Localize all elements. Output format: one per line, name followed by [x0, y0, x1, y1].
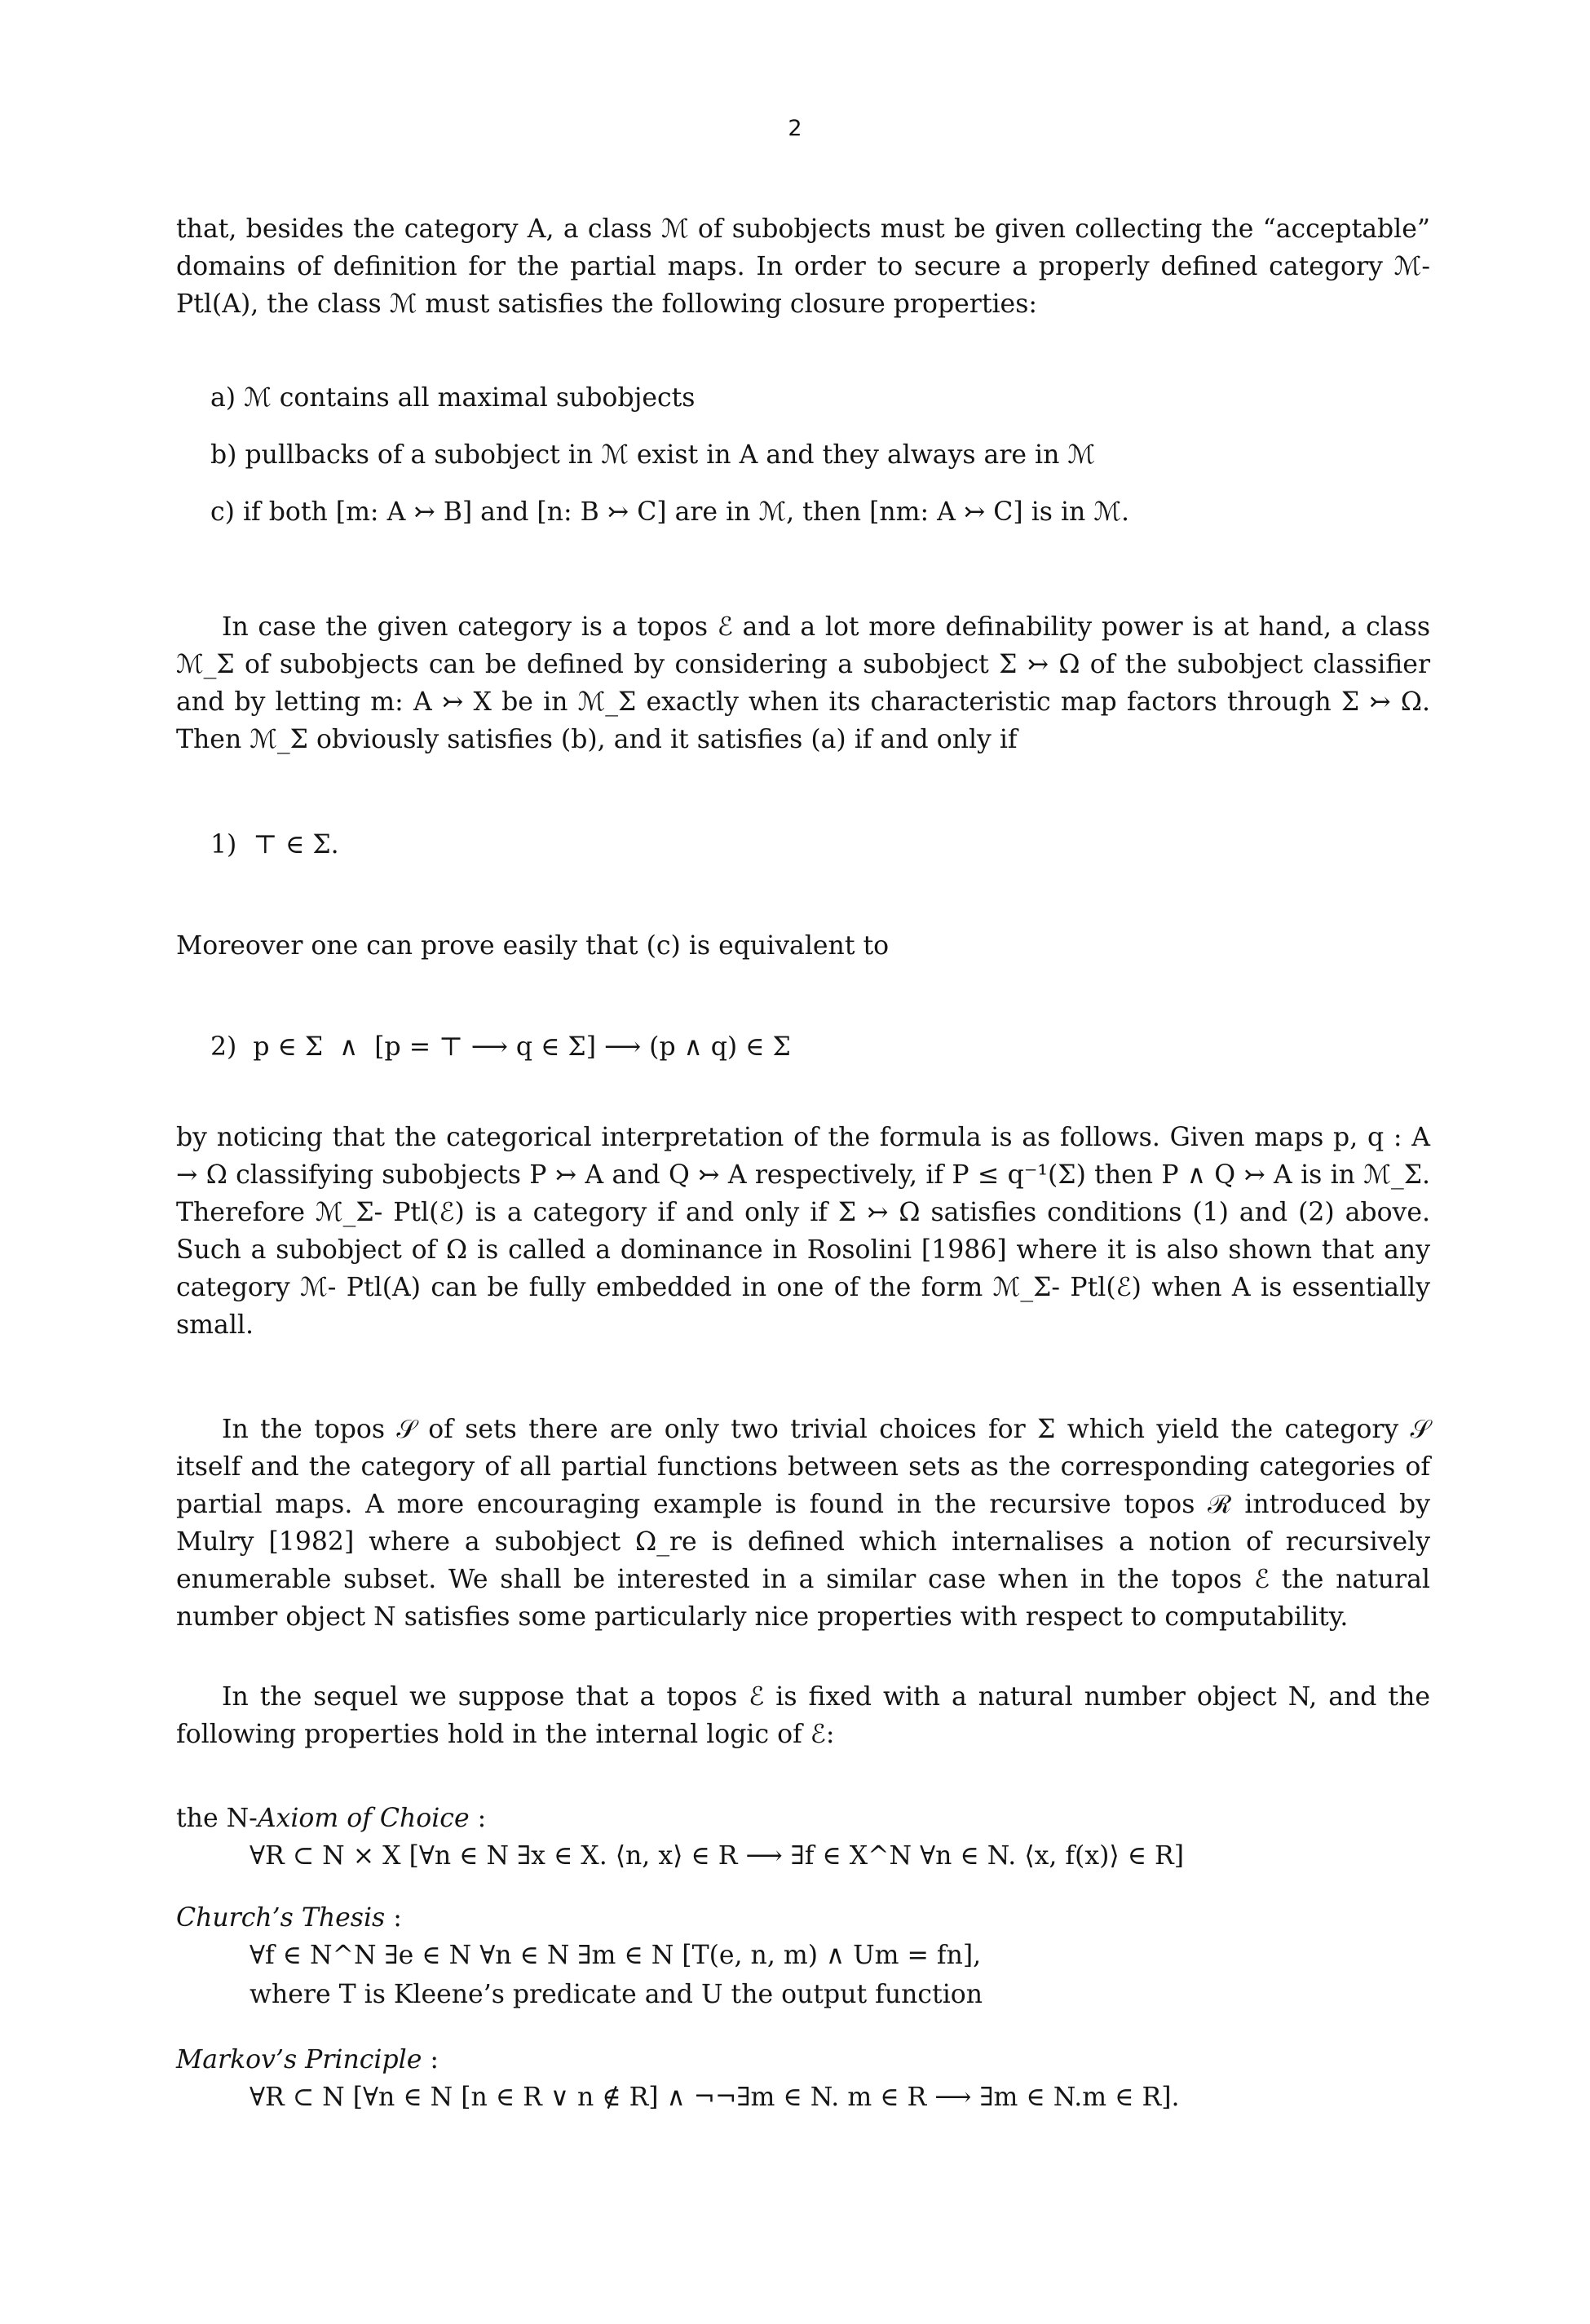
axiom-of-choice-formula: ∀R ⊂ N × X [∀n ∈ N ∃x ∈ X. ⟨n, x⟩ ∈ R ⟶ ∃f ∈ X^N ∀n ∈ N. ⟨x, f(x)⟩ ∈ R]: [250, 1841, 1185, 1871]
condition-2: 2) p ∈ Σ ∧ [p = ⊤ ⟶ q ∈ Σ] ⟶ (p ∧ q) ∈ Σ: [210, 1032, 791, 1062]
axiom-prefix: the N-: [176, 1804, 258, 1833]
church-formula: ∀f ∈ N^N ∃e ∈ N ∀n ∈ N ∃m ∈ N [T(e, n, m) ∧ Um = fn],: [250, 1941, 982, 1970]
church-thesis-body: [250, 1936, 983, 2014]
church-note: where T is Kleene’s predicate and U the output function: [250, 1980, 983, 2009]
markov-principle-heading: [176, 2045, 439, 2074]
list-item: a) ℳ contains all maximal subobjects: [210, 383, 696, 413]
church-thesis-heading: [176, 1903, 402, 1933]
axiom-of-choice-heading: [176, 1804, 486, 1833]
paragraph-sets-topos: In the topos 𝒮 of sets there are only two trivial choices for Σ which yield the category 𝒮 itself and the category of all partial functions between sets as the corresponding categories of partial maps. A more encouraging example is found in the recursive topos ℛ introduced by Mulry [1982] where a subobject Ω_re is defined which internalises a notion of recursively enumerable subset. We shall be interested in a similar case when in the topos ℰ the natural number object N satisfies some particularly nice properties with respect to computability.: [176, 1415, 1430, 1632]
page-number: 2: [788, 116, 802, 141]
church-title: Church’s Thesis: [176, 1903, 386, 1933]
closure-properties-list: [210, 383, 1129, 554]
markov-principle-formula: ∀R ⊂ N [∀n ∈ N [n ∈ R ∨ n ∉ R] ∧ ¬¬∃m ∈ N. m ∈ R ⟶ ∃m ∈ N.m ∈ R].: [250, 2083, 1180, 2112]
church-suffix: :: [385, 1903, 402, 1933]
list-item: b) pullbacks of a subobject in ℳ exist in A and they always are in ℳ: [210, 440, 1096, 470]
paragraph-sequel: In the sequel we suppose that a topos ℰ is fixed with a natural number object N, and the following properties hold in the internal logic of ℰ:: [176, 1682, 1430, 1749]
markov-suffix: :: [422, 2045, 439, 2074]
markov-title: Markov’s Principle: [176, 2045, 422, 2074]
axiom-suffix: :: [469, 1804, 487, 1833]
axiom-title: Axiom of Choice: [257, 1804, 470, 1833]
paragraph-interpretation: by noticing that the categorical interpretation of the formula is as follows. Given maps p, q : A → Ω classifying subobjects P ↣ A and Q ↣ A respectively, if P ≤ q⁻¹(Σ) then P ∧ Q ↣ A is in ℳ_Σ. Therefore ℳ_Σ- Ptl(ℰ) is a category if and only if Σ ↣ Ω satisfies conditions (1) and (2) above. Such a subobject of Ω is called a dominance in Rosolini [1986] where it is also shown that any category ℳ- Ptl(A) can be fully embedded in one of the form ℳ_Σ- Ptl(ℰ) when A is essentially small.: [176, 1123, 1430, 1340]
paragraph-closure-intro: that, besides the category A, a class ℳ of subobjects must be given collecting the “acceptable” domains of definition for the partial maps. In order to secure a properly defined category ℳ- Ptl(A), the class ℳ must satisfies the following closure properties:: [176, 214, 1430, 319]
list-item: c) if both [m: A ↣ B] and [n: B ↣ C] are in ℳ, then [nm: A ↣ C] is in ℳ.: [210, 497, 1130, 527]
condition-1: 1) ⊤ ∈ Σ.: [210, 830, 339, 859]
moreover-line: Moreover one can prove easily that (c) is equivalent to: [176, 931, 890, 961]
paragraph-topos-case: In case the given category is a topos ℰ and a lot more definability power is at hand, a class ℳ_Σ of subobjects can be defined by considering a subobject Σ ↣ Ω of the subobject classifier and by letting m: A ↣ X be in ℳ_Σ exactly when its characteristic map factors through Σ ↣ Ω. Then ℳ_Σ obviously satisfies (b), and it satisfies (a) if and only if: [176, 612, 1430, 754]
